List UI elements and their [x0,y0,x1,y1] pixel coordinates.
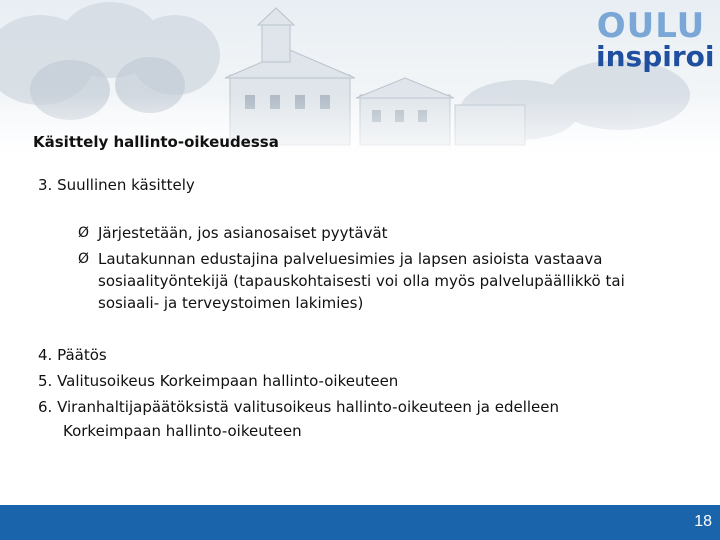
slide-title: Käsittely hallinto-oikeudessa [33,133,279,151]
bullet-2-line-1: Lautakunnan edustajina palveluesimies ja lapsen asioista vastaava [98,250,603,268]
item-6-line-2: Korkeimpaan hallinto-oikeuteen [63,422,302,440]
item-5: 5. Valitusoikeus Korkeimpaan hallinto-oikeuteen [38,372,399,390]
logo-inspiroi-text: inspiroi [596,40,715,73]
arrow-bullet-icon: Ø [78,225,90,241]
item-6-line-1: 6. Viranhaltijapäätöksistä valitusoikeus hallinto-oikeuteen ja edelleen [38,398,560,416]
page-number: 18 [694,513,712,530]
oulu-inspiroi-logo [596,6,715,73]
bullet-2-line-2: sosiaalityöntekijä (tapauskohtaisesti voi olla myös palvelupäällikkö tai [98,272,625,290]
arrow-bullet-icon: Ø [78,251,90,267]
bullet-1-text: Järjestetään, jos asianosaiset pyytävät [98,224,388,242]
footer-bar [0,505,720,540]
item-4: 4. Päätös [38,346,107,364]
logo-oulu-text: OULU [596,6,706,46]
item-3-heading: 3. Suullinen käsittely [38,176,195,194]
bullet-2-text [98,248,688,314]
bullet-2-line-3: sosiaali- ja terveystoimen lakimies) [98,294,364,312]
